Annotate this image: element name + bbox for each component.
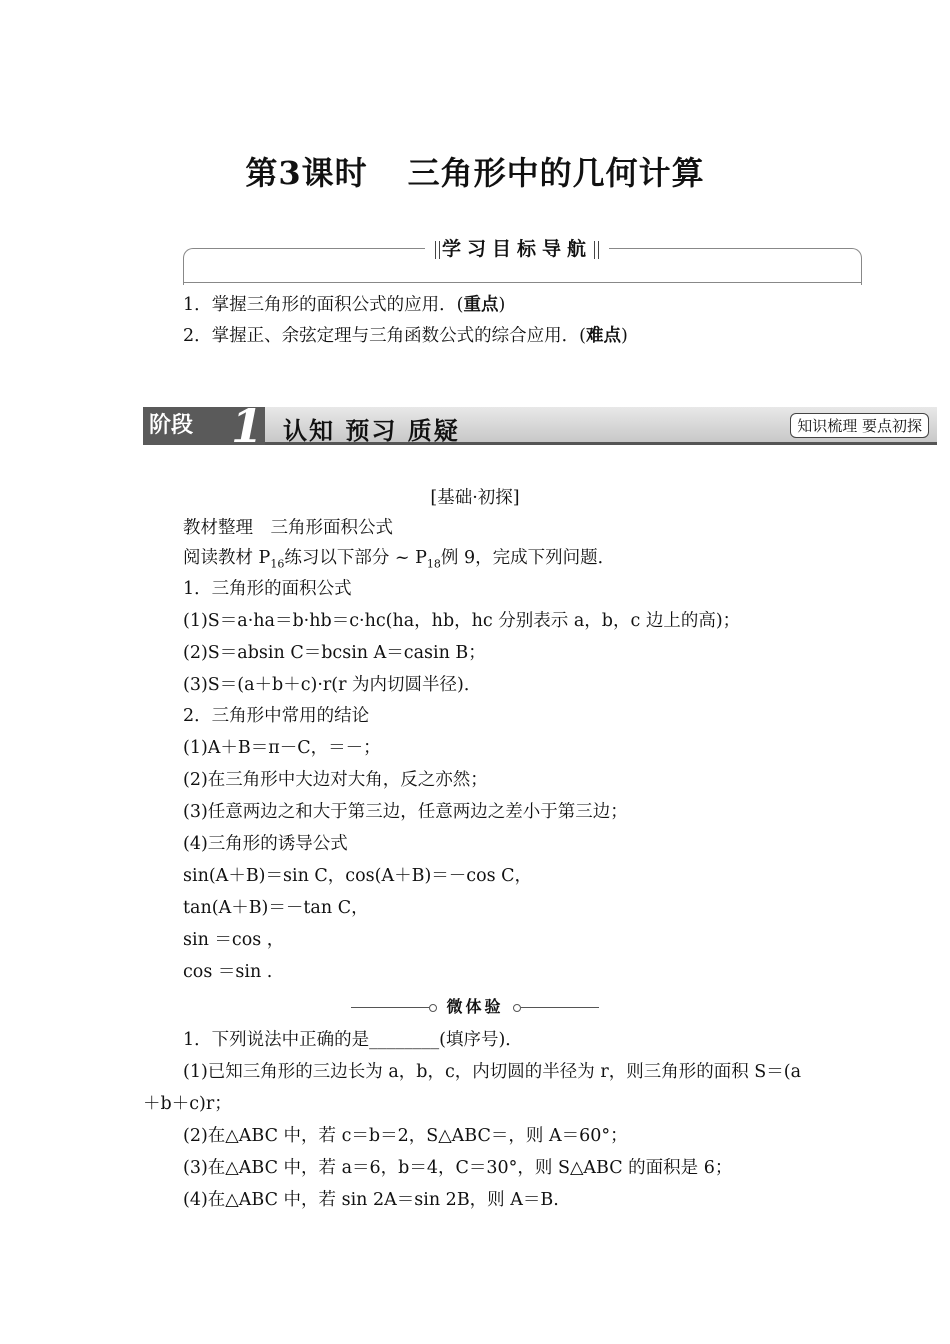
objective-item: 2．掌握正、余弦定理与三角函数公式的综合应用．(难点) bbox=[183, 326, 628, 346]
objective-item: 1．掌握三角形的面积公式的应用．(重点) bbox=[183, 295, 506, 315]
formula-line: (1)S＝a·ha＝b·hb＝c·hc(ha，hb，hc 分别表示 a，b，c 边上的高)； bbox=[183, 611, 741, 631]
stage-title: 认知 预习 质疑 bbox=[283, 417, 460, 445]
question-item: (1)已知三角形的三边长为 a，b，c，内切圆的半径为 r，则三角形的面积 S＝(a bbox=[183, 1062, 802, 1082]
stage-tag: 知识梳理 要点初探 bbox=[790, 413, 929, 438]
stage-label: 阶段 bbox=[143, 407, 265, 445]
question-item: (4)在△ABC 中，若 sin 2A＝sin 2B，则 A＝B. bbox=[183, 1190, 559, 1210]
objectives-label: 学习目标导航 bbox=[425, 234, 609, 261]
page-title bbox=[0, 148, 950, 194]
subsection-title: 2．三角形中常用的结论 bbox=[183, 706, 370, 726]
section-heading: [基础·初探] bbox=[430, 488, 520, 508]
formula-line: (3)S＝(a＋b＋c)·r(r 为内切圆半径)． bbox=[183, 675, 482, 695]
formula-line: tan(A＋B)＝－tan C， bbox=[183, 898, 369, 918]
micro-divider bbox=[0, 991, 950, 1024]
formula-line: (2)S＝absin C＝bcsin A＝casin B； bbox=[183, 643, 486, 663]
formula-line: cos ＝sin . bbox=[183, 962, 273, 982]
formula-line: (2)在三角形中大边对大角，反之亦然； bbox=[183, 770, 488, 790]
formula-line: (4)三角形的诱导公式 bbox=[183, 834, 348, 854]
micro-label: 微体验 bbox=[446, 997, 504, 1016]
question: 1．下列说法中正确的是________(填序号)． bbox=[183, 1030, 523, 1050]
formula-line: sin ＝cos ， bbox=[183, 930, 285, 950]
formula-line: sin(A＋B)＝sin C，cos(A＋B)＝－cos C， bbox=[183, 866, 533, 886]
reading-instruction: 阅读教材 $P_{16}$练习以下部分 ~ $P_{18}$例 9，完成下列问题． bbox=[183, 548, 616, 571]
question-item: ＋b＋c)r； bbox=[143, 1094, 232, 1114]
stage-banner bbox=[143, 399, 937, 453]
formula-line: (1)A＋B＝π－C，＝－； bbox=[183, 738, 381, 758]
lesson-topic: 三角形中的几何计算 bbox=[407, 154, 705, 192]
lesson-number: 第3课时 bbox=[245, 154, 368, 192]
stage-number: 1 bbox=[231, 399, 264, 453]
question-item: (2)在△ABC 中，若 c＝b＝2，S△ABC＝，则 A＝60°； bbox=[183, 1126, 628, 1146]
material-heading: 教材整理 三角形面积公式 bbox=[183, 518, 393, 538]
objectives-frame bbox=[183, 238, 862, 284]
subsection-title: 1．三角形的面积公式 bbox=[183, 579, 352, 599]
formula-line: (3)任意两边之和大于第三边，任意两边之差小于第三边； bbox=[183, 802, 628, 822]
question-item: (3)在△ABC 中，若 a＝6，b＝4，C＝30°，则 S△ABC 的面积是 6； bbox=[183, 1158, 733, 1178]
